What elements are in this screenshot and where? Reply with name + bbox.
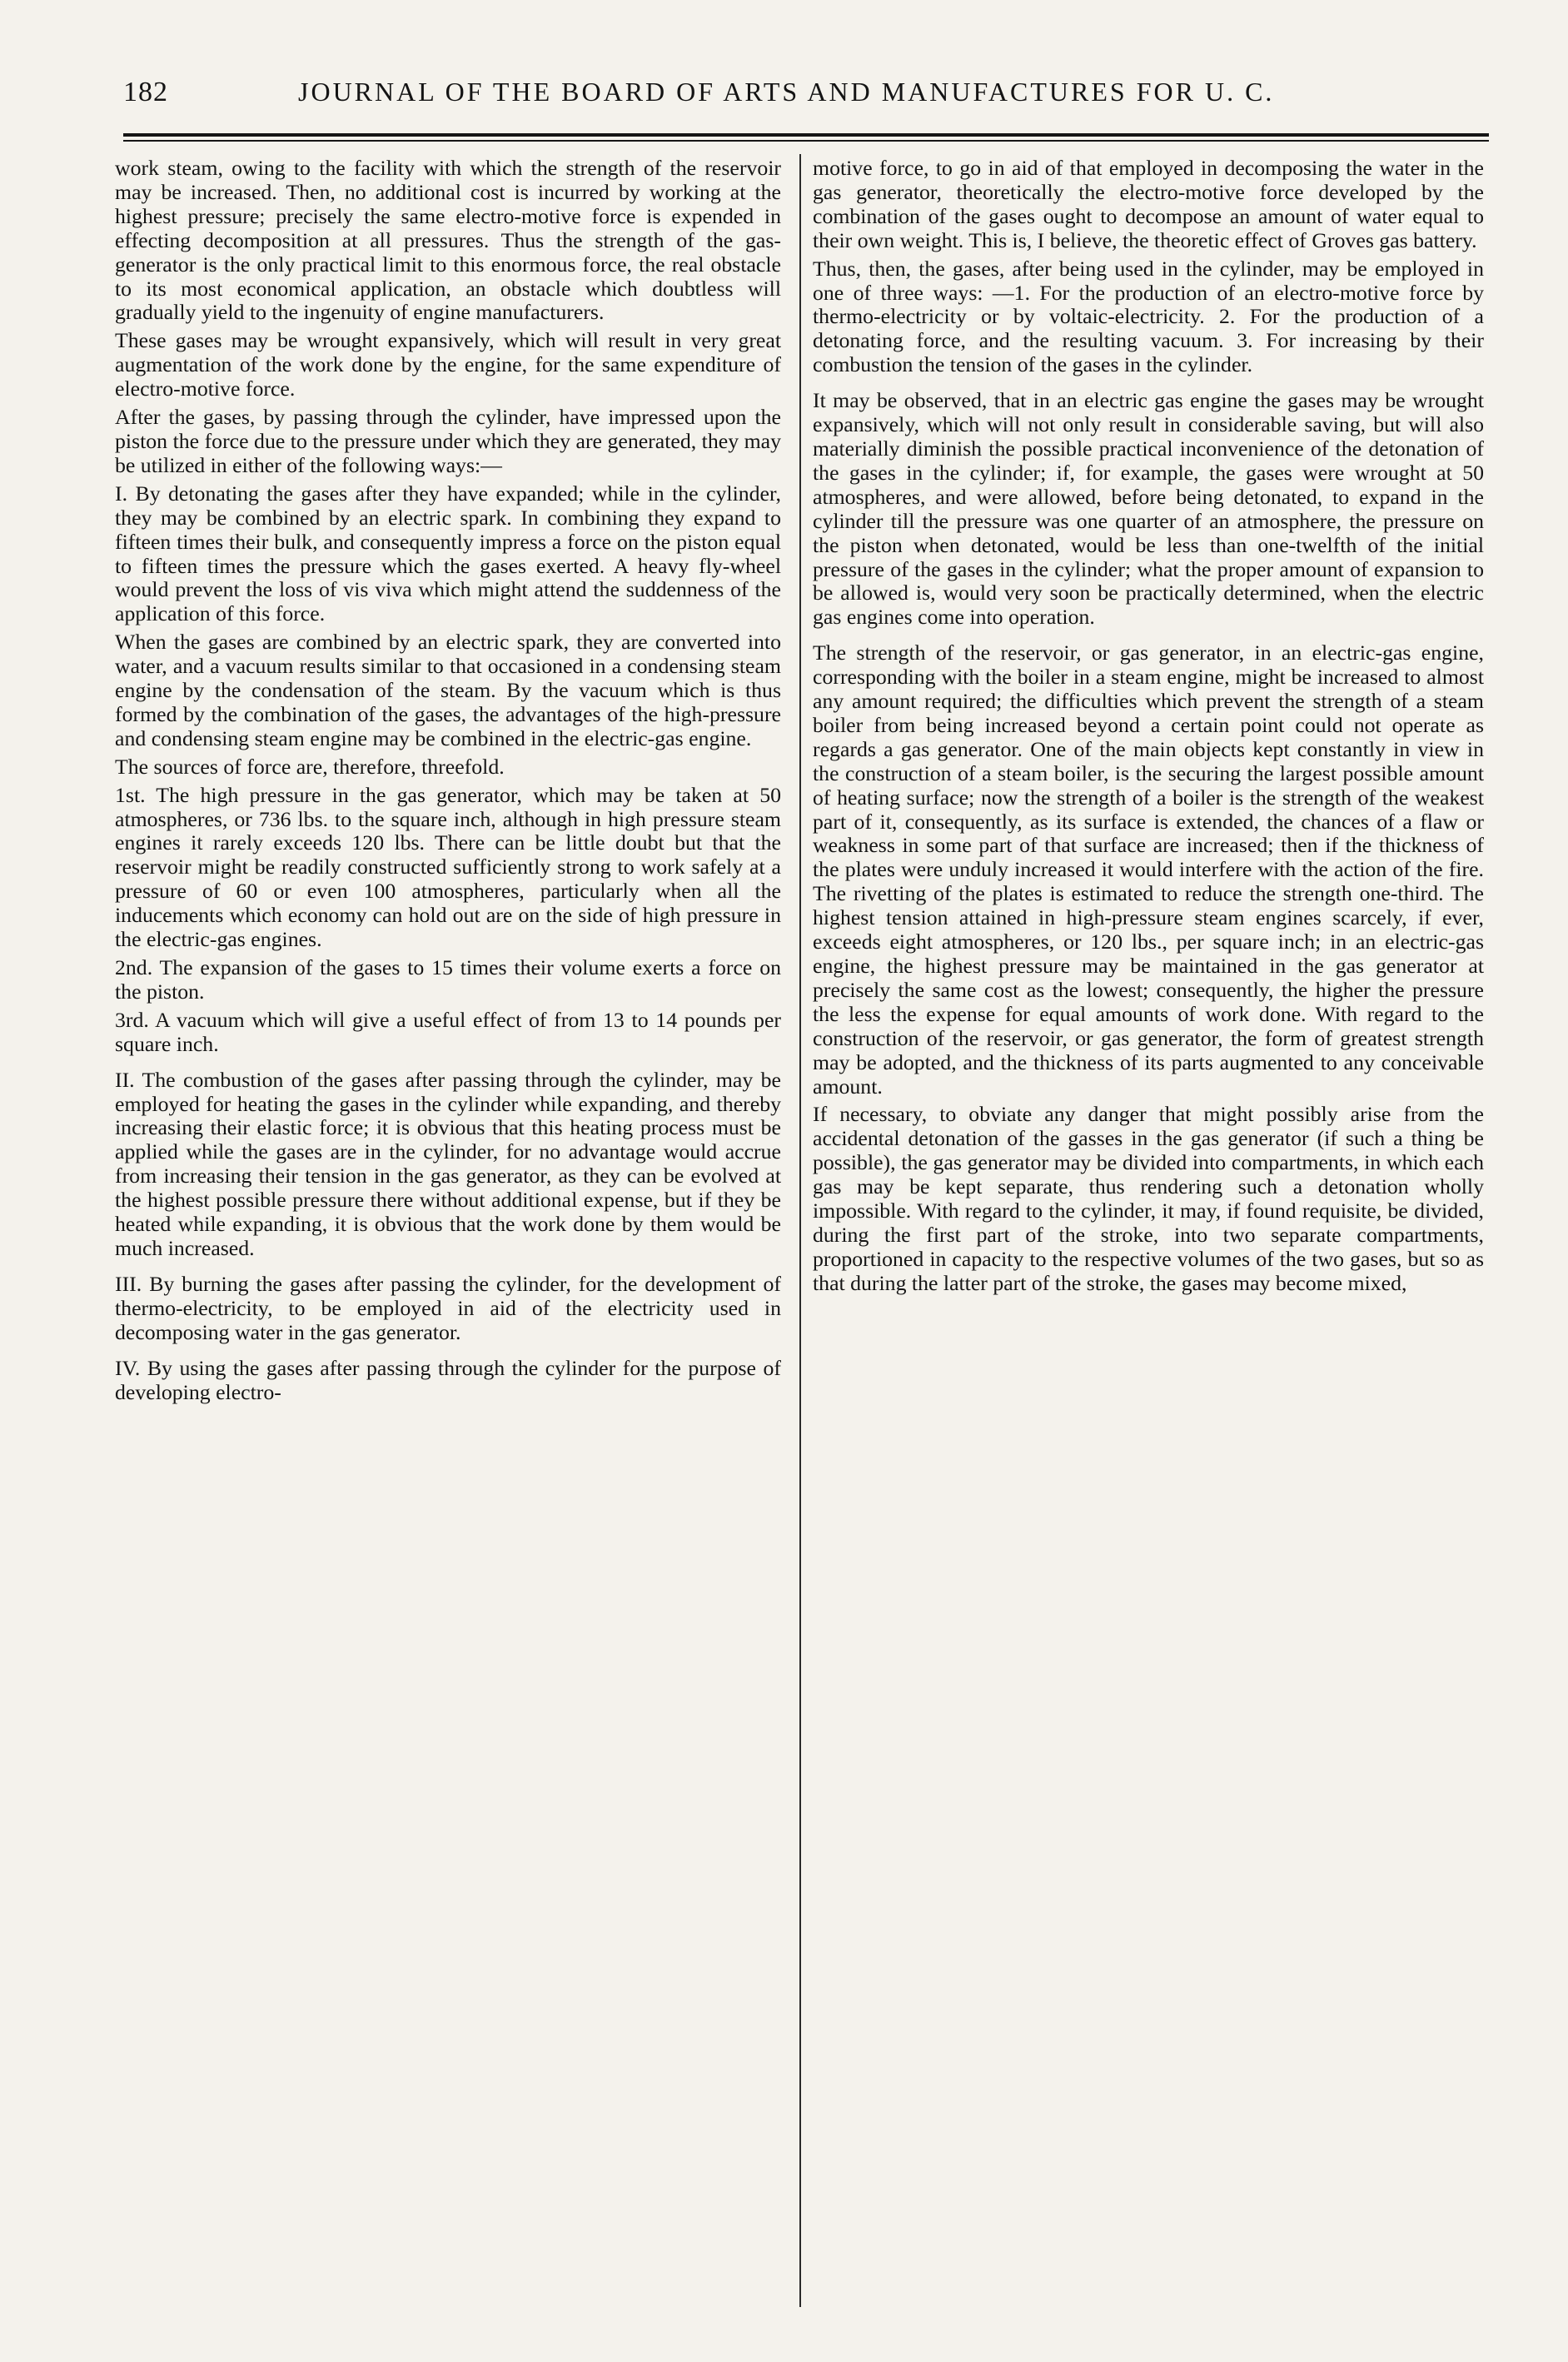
paragraph: work steam, owing to the facility with which the strength of the reservoir may be increased. Then, no additional cost is incurred by working at the highest pressure; precisely the same electro-motive force is expended in effecting decomposition at all pressures. Thus the strength of the gas-generator is the only practical limit to this enormous force, the real obstacle to its most economical application, an obstacle which doubtless will gradually yield to the ingenuity of engine manufacturers.: [115, 157, 781, 325]
page-number: 182: [123, 77, 168, 107]
header-rule-thin: [123, 140, 1489, 142]
column-divider: [799, 154, 801, 2307]
running-head: JOURNAL OF THE BOARD OF ARTS AND MANUFACTURES FOR U. C.: [298, 77, 1275, 107]
paragraph: III. By burning the gases after passing the cylinder, for the development of thermo-electricity, to be employed in aid of the electricity used in decomposing water in the gas generator.: [115, 1271, 781, 1344]
paragraph: The sources of force are, therefore, threefold.: [115, 754, 505, 779]
paragraph: After the gases, by passing through the cylinder, have impressed upon the piston the force due to the pressure under which they are generated, they may be utilized in either of the following ways:—: [115, 405, 781, 477]
paragraph: 1st. The high pressure in the gas generator, which may be taken at 50 atmospheres, or 736 lbs. to the square inch, although in high pressure steam engines it rarely exceeds 120 lbs. There can be little doubt but that the reservoir might be readily constructed sufficiently strong to work safely at a pressure of 60 or even 100 atmospheres, particularly when all the inducements which economy can hold out are on the side of high pressure in the electric-gas engines.: [115, 782, 781, 952]
right-column: [813, 157, 1484, 2314]
paragraph: It may be observed, that in an electric gas engine the gases may be wrought expansively, which will not only result in considerable saving, but will also materially diminish the possible practical inconvenience of the detonation of the gases in the cylinder; if, for example, the gases were wrought at 50 atmospheres, and were allowed, before being detonated, to expand in the cylinder till the pressure was one quarter of an atmosphere, the pressure on the piston when detonated, would be less than one-twelfth of the initial pressure of the gases in the cylinder; what the proper amount of expansion to be allowed is, would very soon be practically determined, when the electric gas engines come into operation.: [813, 388, 1484, 630]
paragraph: I. By detonating the gases after they have expanded; while in the cylinder, they may be combined by an electric spark. In combining they expand to fifteen times their bulk, and consequently impress a force on the piston equal to fifteen times the pressure which the gases exerted. A heavy fly-wheel would prevent the loss of vis viva which might attend the suddenness of the application of this force.: [115, 481, 781, 626]
paragraph: If necessary, to obviate any danger that might possibly arise from the accidental detonation of the gasses in the gas generator (if such a thing be possible), the gas generator may be divided into compartments, in which each gas may be kept separate, thus rendering such a detonation wholly impossible. With regard to the cylinder, it may, if found requisite, be divided, during the first part of the stroke, into two separate compartments, proportioned in capacity to the respective volumes of the two gases, but so as that during the latter part of the stroke, the gases may become mixed,: [813, 1102, 1484, 1295]
paragraph: When the gases are combined by an electric spark, they are converted into water, and a vacuum results similar to that occasioned in a condensing steam engine by the condensation of the steam. By the vacuum which is thus formed by the combination of the gases, the advantages of the high-pressure and condensing steam engine may be combined in the electric-gas engine.: [115, 630, 781, 750]
paragraph: motive force, to go in aid of that employed in decomposing the water in the gas generator, theoretically the electro-motive force developed by the combination of the gases ought to decompose an amount of water equal to their own weight. This is, I believe, the theoretic effect of Groves gas battery.: [813, 157, 1484, 252]
paragraph: IV. By using the gases after passing through the cylinder for the purpose of developing electro-: [115, 1355, 781, 1404]
paragraph: 2nd. The expansion of the gases to 15 times their volume exerts a force on the piston.: [115, 955, 781, 1004]
paragraph: These gases may be wrought expansively, which will result in very great augmentation of the work done by the engine, for the same expenditure of electro-motive force.: [115, 328, 781, 401]
paragraph: 3rd. A vacuum which will give a useful effect of from 13 to 14 pounds per square inch.: [115, 1007, 781, 1056]
paragraph: II. The combustion of the gases after passing through the cylinder, may be employed for heating the gases in the cylinder while expanding, and thereby increasing their elastic force; it is obvious that this heating process must be applied while the gases are in the cylinder, for no advantage would accrue from increasing their tension in the gas generator, as they can be evolved at the highest possible pressure there without additional expense, but if they be heated while expanding, it is obvious that the work done by them would be much increased.: [115, 1067, 781, 1260]
paragraph: The strength of the reservoir, or gas generator, in an electric-gas engine, corresponding with the boiler in a steam engine, might be increased to almost any amount required; the difficulties which prevent the strength of a steam boiler from being increased beyond a certain point could not operate as regards a gas generator. One of the main objects kept constantly in view in the construction of a steam boiler, is the securing the largest possible amount of heating surface; now the strength of a boiler is the strength of the weakest part of it, consequently, as its surface is extended, the chances of a flaw or weakness in some part of that surface are increased; then if the thickness of the plates were unduly increased it would interfere with the action of the fire. The rivetting of the plates is estimated to reduce the strength one-third. The highest tension attained in high-pressure steam engines scarcely, if ever, exceeds eight atmospheres, or 120 lbs., per square inch; in an electric-gas engine, the highest pressure may be maintained in the gas generator at precisely the same cost as the lowest; consequently, the higher the pressure the less the expense for equal amounts of work done. With regard to the construction of the reservoir, or gas generator, the form of greatest strength may be adopted, and the thickness of its parts augmented to any conceivable amount.: [813, 640, 1484, 1099]
header-rule-thick: [123, 133, 1489, 137]
left-column: [115, 157, 781, 2314]
page-header: [123, 77, 1489, 127]
paragraph: Thus, then, the gases, after being used in the cylinder, may be employed in one of three ways: —1. For the production of an electro-motive force by thermo-electricity or by voltaic-electricity. 2. For the production of a detonating force, and the resulting vacuum. 3. For increasing by their combustion the tension of the gases in the cylinder.: [813, 256, 1484, 377]
